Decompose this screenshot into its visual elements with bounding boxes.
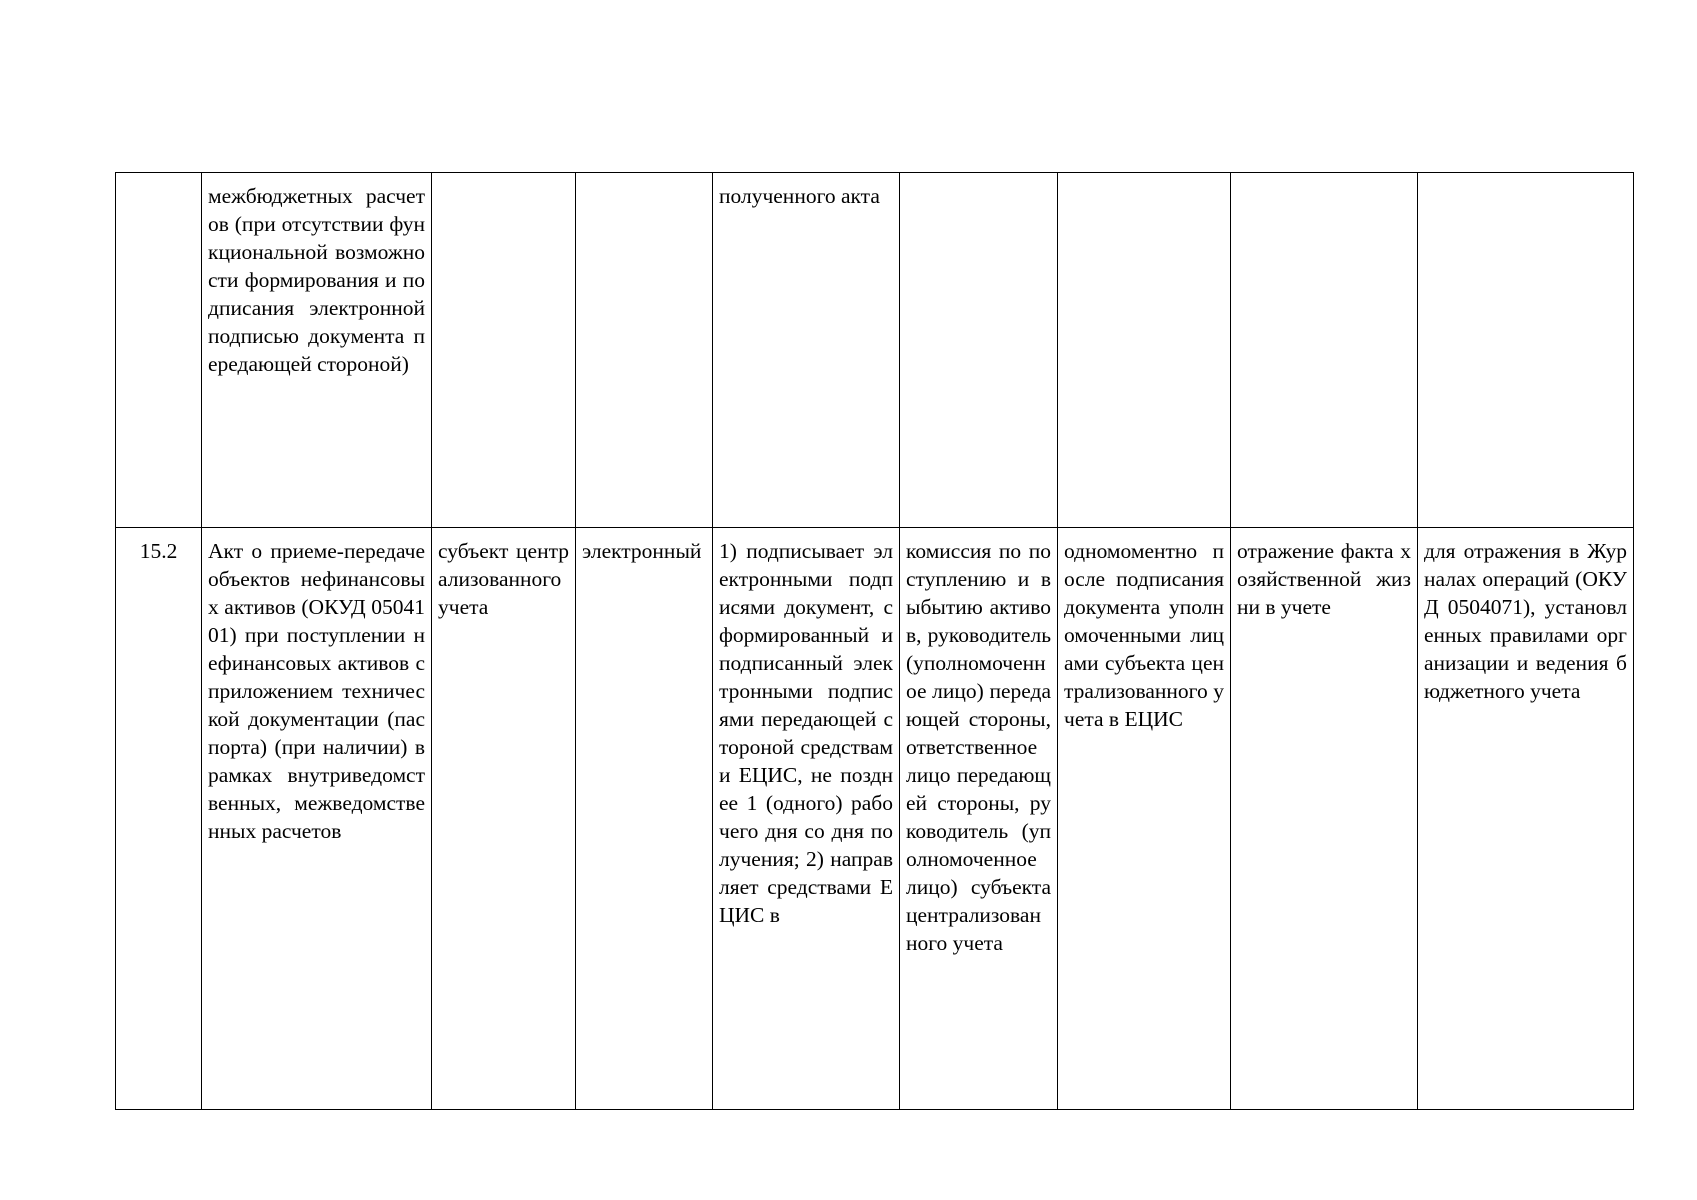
timing-cell bbox=[1058, 173, 1231, 528]
document-name-cell bbox=[202, 528, 432, 1110]
row-number-cell bbox=[116, 173, 202, 528]
row-number: 15.2 bbox=[139, 539, 178, 563]
timing-cell bbox=[1058, 528, 1231, 1110]
procedure-cell bbox=[713, 528, 900, 1110]
creator-cell bbox=[432, 528, 576, 1110]
document-name: межбюджетных расчетов (при отсутствии функциональной возможности формирования и подписания электронной подписью документа передающей стороной) bbox=[208, 184, 425, 376]
procedure: 1) подписывает электронными подписями документ, сформированный и подписанный электронными подписями передающей стороной средствами ЕЦИС, не позднее 1 (одного) рабочего дня со дня получения; 2) направляет средствами ЕЦИС в bbox=[719, 539, 893, 927]
timing: одномоментно после подписания документа уполномоченными лицами субъекта централизованного учета в ЕЦИС bbox=[1064, 539, 1224, 731]
document-table bbox=[115, 172, 1634, 1110]
document-name: Акт о приеме-передаче объектов нефинансовых активов (ОКУД 0504101) при поступлении нефинансовых активов с приложением технической документации (паспорта) (при наличии) в рамках внутриведомственных, межведомственных расчетов bbox=[208, 539, 425, 843]
table-row bbox=[116, 173, 1634, 528]
creator: субъект централизованного учета bbox=[438, 539, 569, 619]
row-number-cell bbox=[116, 528, 202, 1110]
signers-cell bbox=[900, 528, 1058, 1110]
form-cell bbox=[576, 528, 713, 1110]
usage: для отражения в Журналах операций (ОКУД 0504071), установленных правилами организации и ведения бюджетного учета bbox=[1424, 539, 1627, 703]
purpose-cell bbox=[1231, 173, 1418, 528]
procedure: полученного акта bbox=[719, 184, 880, 208]
purpose: отражение факта хозяйственной жизни в учете bbox=[1237, 539, 1411, 619]
signers-cell bbox=[900, 173, 1058, 528]
purpose-cell bbox=[1231, 528, 1418, 1110]
signers: комиссия по поступлению и выбытию активов, руководитель (уполномоченное лицо) передающей стороны, ответственное лицо передающей стороны, руководитель (уполномоченное лицо) субъекта централизованного учета bbox=[906, 539, 1051, 955]
creator-cell bbox=[432, 173, 576, 528]
document-form: электронный bbox=[582, 539, 702, 563]
table-row bbox=[116, 528, 1634, 1110]
procedure-cell bbox=[713, 173, 900, 528]
document-name-cell bbox=[202, 173, 432, 528]
form-cell bbox=[576, 173, 713, 528]
usage-cell bbox=[1418, 173, 1634, 528]
usage-cell bbox=[1418, 528, 1634, 1110]
